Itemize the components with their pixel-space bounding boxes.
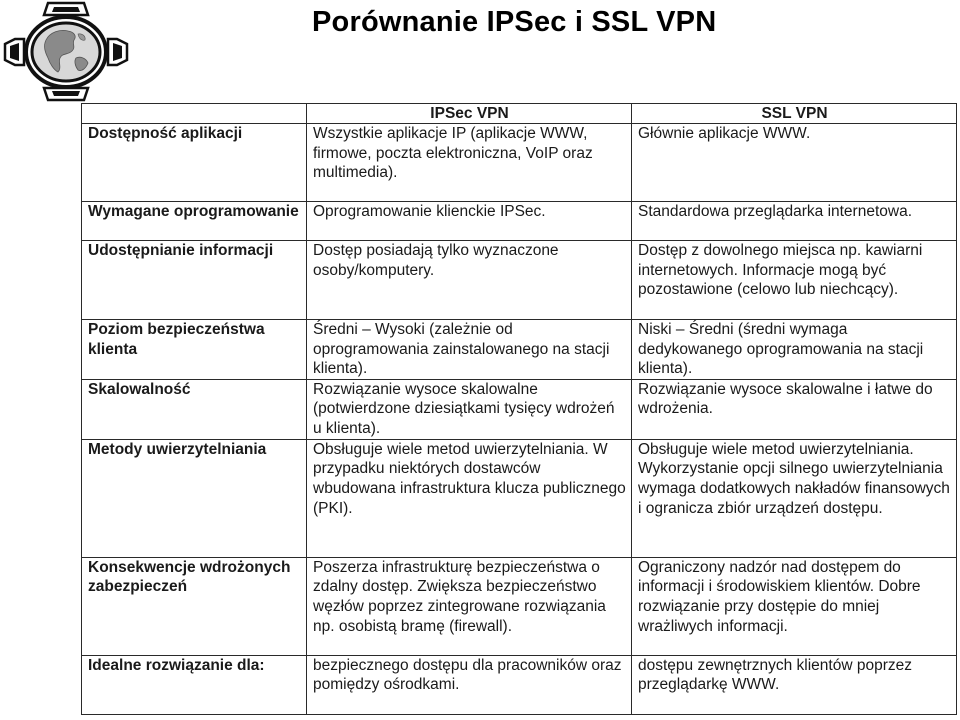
- criterion-cell: Dostępność aplikacji: [82, 124, 307, 202]
- ipsec-cell: bezpiecznego dostępu dla pracowników oraz pomiędzy ośrodkami.: [307, 655, 632, 714]
- table-row: [82, 557, 957, 655]
- ipsec-cell: Średni – Wysoki (zależnie od oprogramowania zainstalowanego na stacji klienta).: [307, 320, 632, 380]
- comparison-table: [81, 103, 957, 715]
- ssl-cell: Rozwiązanie wysoce skalowalne i łatwe do wdrożenia.: [632, 379, 957, 439]
- table-row: [82, 379, 957, 439]
- criterion-cell: Skalowalność: [82, 379, 307, 439]
- ssl-cell: Ograniczony nadzór nad dostępem do informacji i środowiskiem klientów. Dobre rozwiązanie przy dostępie do mniej wrażliwych informacji.: [632, 557, 957, 655]
- slide-title: Porównanie IPSec i SSL VPN: [312, 6, 717, 38]
- logo-arrow-left: [5, 39, 24, 65]
- table-row: [82, 320, 957, 380]
- ssl-cell: dostępu zewnętrznych klientów poprzez przeglądarkę WWW.: [632, 655, 957, 714]
- ssl-cell: Niski – Średni (średni wymaga dedykowanego oprogramowania na stacji klienta).: [632, 320, 957, 380]
- ipsec-cell: Dostęp posiadają tylko wyznaczone osoby/komputery.: [307, 241, 632, 320]
- header-ssl: SSL VPN: [632, 104, 957, 124]
- globe-compass-icon: [2, 0, 130, 104]
- table-row: [82, 202, 957, 241]
- criterion-cell: Konsekwencje wdrożonych zabezpieczeń: [82, 557, 307, 655]
- ipsec-cell: Wszystkie aplikacje IP (aplikacje WWW, firmowe, poczta elektroniczna, VoIP oraz multimedia).: [307, 124, 632, 202]
- ipsec-cell: Rozwiązanie wysoce skalowalne (potwierdzone dziesiątkami tysięcy wdrożeń u klienta).: [307, 379, 632, 439]
- ssl-cell: Standardowa przeglądarka internetowa.: [632, 202, 957, 241]
- ssl-cell: Dostęp z dowolnego miejsca np. kawiarni internetowych. Informacje mogą być pozostawione (celowo lub niechcący).: [632, 241, 957, 320]
- header-criterion: [82, 104, 307, 124]
- table-row: [82, 439, 957, 557]
- ipsec-cell: Poszerza infrastrukturę bezpieczeństwa o zdalny dostęp. Zwiększa bezpieczeństwo węzłów poprzez zintegrowane rozwiązania np. osobistą bramę (firewall).: [307, 557, 632, 655]
- criterion-cell: Wymagane oprogramowanie: [82, 202, 307, 241]
- ssl-cell: Obsługuje wiele metod uwierzytelniania. Wykorzystanie opcji silnego uwierzytelniania wymaga dodatkowych nakładów finansowych i ogranicza zbiór urządzeń dostępu.: [632, 439, 957, 557]
- criterion-cell: Metody uwierzytelniania: [82, 439, 307, 557]
- criterion-cell: Idealne rozwiązanie dla:: [82, 655, 307, 714]
- ipsec-cell: Obsługuje wiele metod uwierzytelniania. W przypadku niektórych dostawców wbudowana infrastruktura klucza publicznego (PKI).: [307, 439, 632, 557]
- header-ipsec: IPSec VPN: [307, 104, 632, 124]
- criterion-cell: Poziom bezpieczeństwa klienta: [82, 320, 307, 380]
- table-row: [82, 241, 957, 320]
- ipsec-cell: Oprogramowanie klienckie IPSec.: [307, 202, 632, 241]
- logo-arrow-bottom: [44, 88, 88, 100]
- logo-arrow-top: [44, 3, 88, 15]
- logo-arrow-right: [108, 39, 127, 65]
- criterion-cell: Udostępnianie informacji: [82, 241, 307, 320]
- table-header-row: [82, 104, 957, 124]
- table-row: [82, 655, 957, 714]
- ssl-cell: Głównie aplikacje WWW.: [632, 124, 957, 202]
- table-row: [82, 124, 957, 202]
